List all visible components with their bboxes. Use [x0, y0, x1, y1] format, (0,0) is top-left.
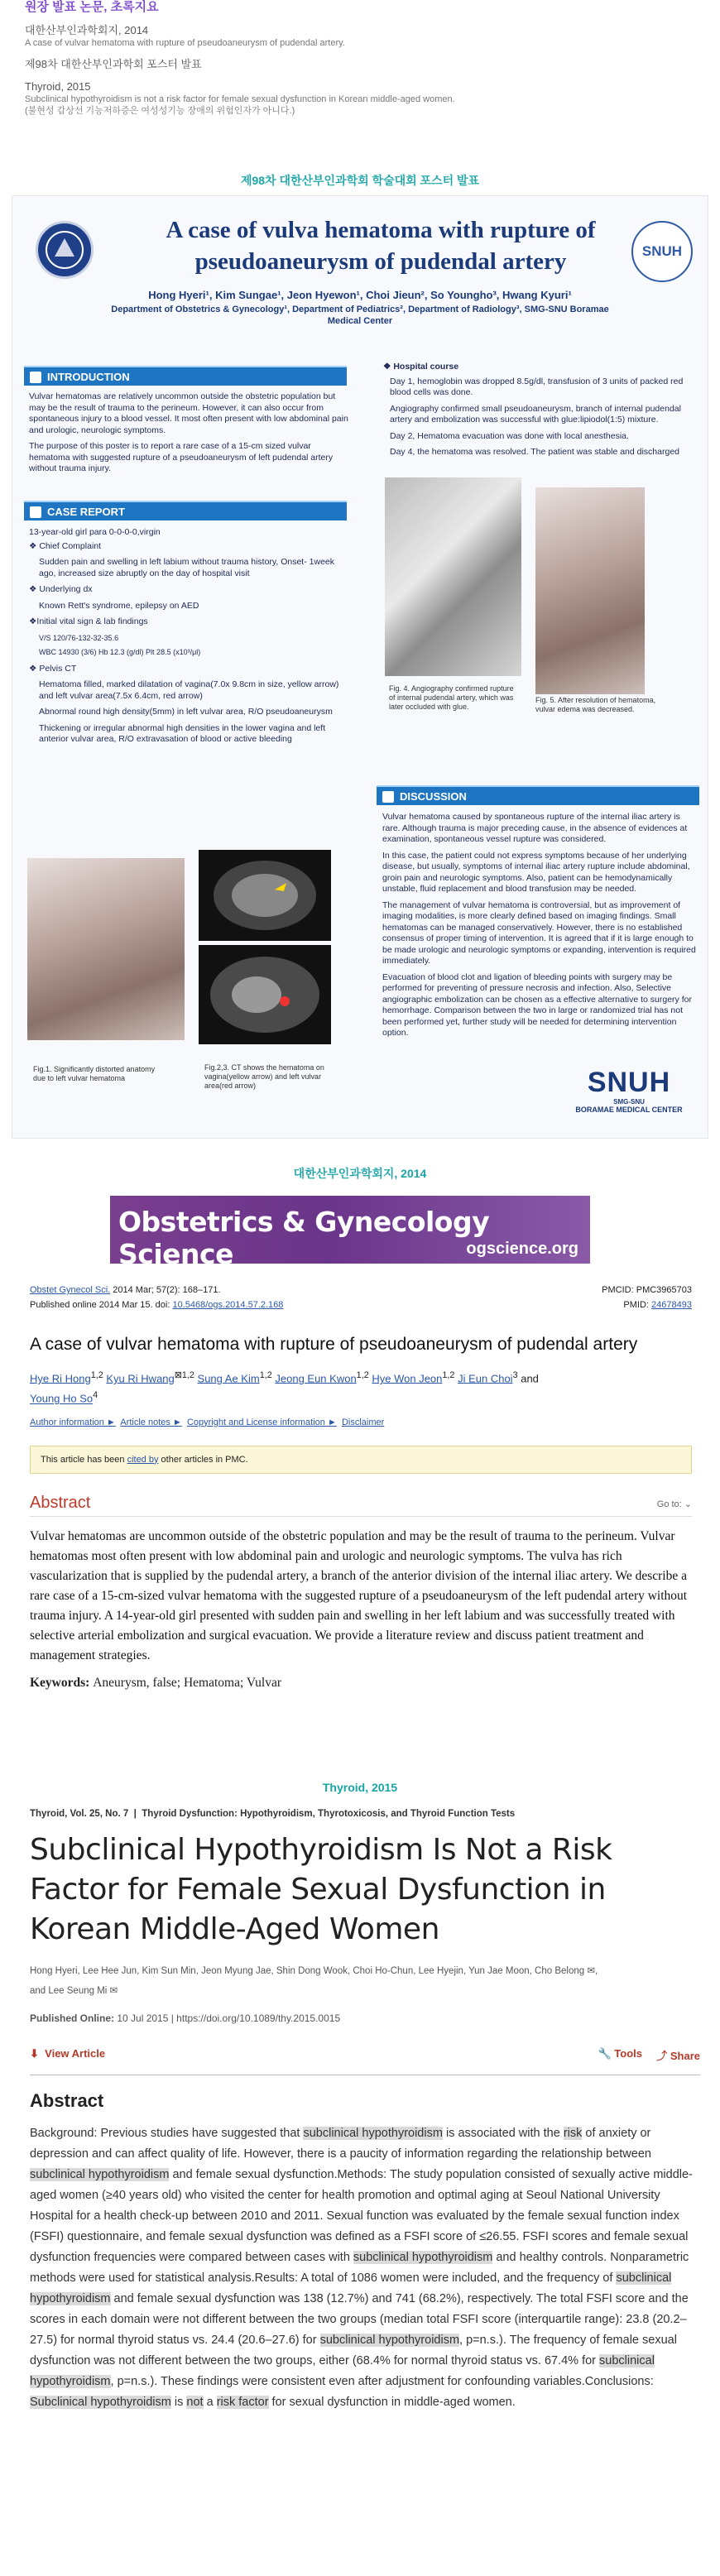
share-label: Share: [670, 2050, 700, 2062]
fig4-angiography-image: [385, 477, 521, 676]
doi-link[interactable]: 10.5468/ogs.2014.57.2.168: [172, 1300, 284, 1310]
discussion-paragraph: In this case, the patient could not express symptoms because of her underlying disease, but usually, symptoms of internal iliac artery rupture include abdominal, groin pain and neurologic symptoms. Also, patient can be hemodynamically unstable, fluid replacement and blood transfusion may be needed.: [382, 850, 690, 894]
highlighted-term: subclinical hypothyroidism: [30, 2271, 672, 2305]
fig23-caption: Fig.2,3. CT shows the hematoma on vagina(yellow arrow) and left vulvar area(red arrow): [204, 1063, 324, 1090]
course-line: Day 2, Hematoma evacuation was done with local anesthesia.: [390, 430, 629, 441]
thyroid-authors-end: and Lee Seung Mi: [30, 1986, 108, 1996]
thyroid-article: Thyroid, Vol. 25, No. 7 | Thyroid Dysfunction: Hypothyroidism, Thyrotoxicosis, and Thyroid Function Tests Subclinical Hypothyroidism Is Not a Risk Factor for Female Sexual Dysfunction in Korean Middle-Aged Women Hong Hyeri, Lee Hee Jun, Kim Sun Min, Jeon Myung Jae, Shin Dong Wook, Choi Ho-Chun, Lee Hyejin, Yun Jae Moon, Cho Belong ✉, and Lee Seung Mi ✉ Published Online: 10 Jul 2015 | https://doi.org/10.1089/thy.2015.0015 ⬇ View Article 🔧 Tools ⤴ Share Abstract Background: Previous studies have suggested that subclinical hypothyroidism is associated with the risk of anxiety or depression and can affect quality of life. However, there is a paucity of information regarding the relationship between subclinical hypothyroidism and female sexual dysfunction.Methods: The study population consisted of sexually active middle-aged women (≥40 years old) who visited the center for health promotion and optimal aging at Seoul National University Hospital for a health check-up between 2010 and 2011. Sexual function was evaluated by the female sexual function index (FSFI) questionnaire, and female sexual dysfunction was defined as a FSFI score of ≤26.55. FSFI scores and female sexual dysfunction frequencies were compared between cases with subclinical hypothyroidism and healthy controls. Nonparametric methods were used for statistical analysis.Results: A total of 1086 women were included, and the frequency of subclinical hypothyroidism and female sexual dysfunction was 138 (12.7%) and 741 (68.2%), respectively. The total FSFI score and the scores in each domain were not different between the two groups (median total FSFI score (interquartile range): 23.8 (20.2–27.5) for normal thyroid status vs. 24.4 (20.6–27.6) for subclinical hypothyroidism, p=n.s.). The frequency of female sexual dysfunction was not different between the two groups, either (68.4% for normal thyroid status vs. 67.4% for subclinical hypothyroidism, p=n.s.). These findings were consistent even after adjustment for confounding variables.Conclusions: Subclinical hypothyroidism is not a risk factor for sexual dysfunction in middle-aged women.: [30, 1809, 700, 2413]
fig4-caption: Fig. 4. Angiography confirmed rupture of internal pudendal artery, which was later occluded with glue.: [389, 684, 514, 711]
seal-emblem-icon: [38, 223, 91, 276]
cited-by-link[interactable]: cited by: [127, 1454, 159, 1465]
author-sup: 1,2: [356, 1370, 369, 1380]
ct-scan-icon: [199, 945, 331, 1044]
pmid-link[interactable]: 24678493: [651, 1300, 692, 1310]
author-sup: 1,2: [259, 1370, 272, 1380]
keywords: Aneurysm, false; Hematoma; Vulvar: [93, 1675, 281, 1690]
abstract-segment: of anxiety or depression and can affect quality of life. However, there is a paucity of information regarding the relationship between: [30, 2127, 651, 2161]
abstract-segment: is associated with the: [442, 2127, 564, 2140]
author-link[interactable]: Hye Ri Hong: [30, 1372, 91, 1385]
author-info-link[interactable]: Author information ►: [30, 1417, 116, 1427]
highlighted-term: Subclinical hypothyroidism: [30, 2396, 171, 2409]
author-sup: ⊠1,2: [174, 1370, 194, 1380]
citation-rest: 2014 Mar; 57(2): 168–171.: [110, 1285, 221, 1295]
goto-menu[interactable]: Go to: ⌄: [656, 1499, 692, 1509]
fig2-ct-image: [199, 850, 331, 941]
abstract-segment: and female sexual dysfunction was 138 (12.7%) and 741 (68.2%), respectively. The total FSFI score and the scores in each domain were not different between the two groups (median total FSFI score (interquartile range): 23.8 (20.2–27.5) for normal thyroid status vs. 24.4 (20.6–27.6) for: [30, 2292, 689, 2347]
highlighted-term: subclinical hypothyroidism: [303, 2127, 443, 2140]
abstract-segment: a: [203, 2396, 217, 2409]
disclaimer-link[interactable]: Disclaimer: [341, 1417, 385, 1427]
author-link[interactable]: Ji Eun Choi: [458, 1372, 513, 1385]
page-title: 원장 발표 논문, 초록지요: [25, 0, 159, 14]
abstract-heading-label: Abstract: [30, 1493, 91, 1512]
intro-paragraph: Vulvar hematomas are relatively uncommon outside the obstetric population but may be the result of trauma to the perineum. However, it can also occur from spontaneous injury to a blood vessel. It most often present with low abdominal pain and urologic, neurologic symptoms.: [29, 391, 348, 435]
page-header: [25, 0, 703, 117]
email-icon[interactable]: ✉,: [584, 1966, 598, 1976]
author-link[interactable]: Kyu Ri Hwang: [106, 1372, 175, 1385]
snuh-footer-logo: [559, 1067, 699, 1114]
case-line: 13-year-old girl para 0-0-0-0,virgin: [29, 527, 161, 537]
pmid-label: PMID:: [623, 1300, 652, 1310]
case-line: Sudden pain and swelling in left labium without trauma history, Onset- 1week ago, increased size abruptly on the day of hospital visit: [39, 557, 334, 578]
journal-banner: [110, 1196, 590, 1270]
snuh-sub2: BORAMAE MEDICAL CENTER: [575, 1106, 683, 1114]
abstract-segment: is: [170, 2396, 187, 2409]
case-report-label: CASE REPORT: [47, 506, 125, 518]
case-line: ❖ Pelvis CT: [29, 663, 77, 674]
snuh-sub1: SMG-SNU: [613, 1098, 645, 1106]
banner-url: ogscience.org: [466, 1240, 578, 1258]
highlighted-term: risk factor: [216, 2396, 269, 2409]
keywords-label: Keywords:: [30, 1675, 94, 1690]
tools-button[interactable]: [598, 2047, 642, 2060]
poster-authors: Hong Hyeri¹, Kim Sungae¹, Jeon Hyewon¹, Choi Jieun², So Youngho³, Hwang Kyuri¹: [148, 289, 572, 301]
case-report-header: [24, 501, 347, 520]
course-line: Day 4, the hematoma was resolved. The patient was stable and discharged: [390, 447, 680, 457]
ogs-article: [30, 1285, 692, 1691]
ogs-heading: 대한산부인과학회지, 2014: [293, 1167, 427, 1180]
abstract-segment: Background: Previous studies have suggested that: [30, 2127, 304, 2140]
discussion-paragraph: The management of vulvar hematoma is controversial, but as improvement of imaging modalities, is more clearly defined based on imaging findings. Small hematomas can be managed conservatively. However, there is no established consensus of proper timing of intervention. It is agreed that if it is large enough to be made urologic and neurologic symptoms or expanding, intervention is required immediately.: [382, 899, 696, 966]
case-report-text: [29, 527, 348, 746]
author-sup: 4: [93, 1390, 98, 1401]
author-link[interactable]: Jeong Eun Kwon: [275, 1372, 357, 1385]
snuh-wordmark: SNUH: [587, 1067, 671, 1098]
section-icon: [30, 372, 41, 383]
author-sup: 3: [512, 1370, 518, 1380]
author-link[interactable]: Young Ho So: [30, 1392, 94, 1405]
case-line: Known Rett's syndrome, epilepsy on AED: [39, 600, 199, 611]
pmcid: PMCID: PMC3965703: [602, 1285, 692, 1295]
university-seal-logo: [36, 221, 94, 279]
share-icon: ⤴: [656, 2050, 668, 2062]
ct-scan-icon: [199, 850, 331, 941]
hospital-course: [383, 362, 698, 463]
item-thyroid-sub-ko: (불현성 갑상선 기능저하증은 여성성기능 장애의 위험인자가 아니다.): [25, 106, 295, 116]
share-button[interactable]: [656, 2047, 700, 2063]
email-icon[interactable]: ✉: [107, 1986, 118, 1996]
poster: [12, 195, 708, 1139]
citation-link[interactable]: Obstet Gynecol Sci.: [30, 1285, 111, 1295]
download-icon: ⬇: [30, 2047, 39, 2060]
thyroid-authors: Hong Hyeri, Lee Hee Jun, Kim Sun Min, Jeon Myung Jae, Shin Dong Wook, Choi Ho-Chun, Lee Hyejin, Yun Jae Moon, Cho Belong: [30, 1966, 585, 1976]
author-sup: 1,2: [442, 1370, 455, 1380]
author-link[interactable]: Hye Won Jeon: [372, 1372, 443, 1385]
highlighted-term: subclinical hypothyroidism: [319, 2334, 460, 2347]
course-line: Day 1, hemoglobin was dropped 8.5g/dl, transfusion of 3 units of packed red blood cells was done.: [390, 376, 684, 397]
cited-post: other articles in PMC.: [158, 1454, 248, 1465]
cited-by-box: [30, 1446, 692, 1474]
snuh-logo: SNUH: [631, 221, 693, 282]
thyroid-title: Subclinical Hypothyroidism Is Not a Risk Factor for Female Sexual Dysfunction in Korean Middle-Aged Women: [30, 1833, 612, 1946]
item-thyroid-sub: Subclinical hypothyroidism is not a risk factor for female sexual dysfunction in Korean middle-aged women.: [25, 94, 455, 104]
item-poster-title: 제98차 대한산부인과학회 포스터 발표: [25, 58, 202, 70]
abstract-segment: , p=n.s.). The frequency of female sexual dysfunction was not different between the two groups, either (68.4% for normal thyroid status vs. 67.4% for: [30, 2334, 677, 2367]
intro-header: [24, 366, 347, 386]
fig5-caption: Fig. 5. After resolution of hematoma, vulvar edema was decreased.: [535, 696, 656, 713]
highlighted-term: subclinical hypothyroidism: [353, 2251, 493, 2264]
published-label: Published online 2014 Mar 15. doi:: [30, 1300, 173, 1310]
item-ogs-sub: A case of vulvar hematoma with rupture of pseudoaneurysm of pudendal artery.: [25, 38, 345, 48]
and-word: and: [521, 1372, 539, 1385]
case-line: V/S 120/76-132-32-35.6: [39, 633, 119, 642]
case-line: WBC 14930 (3/6) Hb 12.3 (g/dl) Plt 28.5 (x10³/μl): [39, 648, 201, 656]
highlighted-term: subclinical hypothyroidism: [30, 2168, 170, 2181]
author-link[interactable]: Sung Ae Kim: [197, 1372, 260, 1385]
published-date: 10 Jul 2015 | https://doi.org/10.1089/thy.2015.0015: [114, 2012, 341, 2024]
discussion-label: DISCUSSION: [400, 790, 467, 803]
abstract-segment: for sexual dysfunction in middle-aged women.: [268, 2396, 516, 2409]
thyroid-heading: Thyroid, 2015: [322, 1781, 398, 1794]
poster-title: A case of vulva hematoma with rupture of pseudoaneurysm of pudendal artery: [166, 217, 596, 275]
tools-label: Tools: [614, 2047, 642, 2060]
poster-heading: 제98차 대한산부인과학회 학술대회 포스터 발표: [240, 174, 480, 187]
discussion-header: [377, 785, 699, 805]
case-line: Hematoma filled, marked dilatation of vagina(7.0x 9.8cm in size, yellow arrow) and left vulvar area(7.5x 6.4cm, red arrow): [39, 679, 339, 701]
highlighted-term: subclinical hypothyroidism: [30, 2354, 655, 2388]
course-line: Angiography confirmed small pseudoaneurysm, branch of internal pudendal artery and embolization was successful with glue:lipiodol(1:5) mixture.: [390, 403, 681, 425]
abstract-heading: [30, 1494, 692, 1517]
article-notes-link[interactable]: Article notes ►: [120, 1417, 182, 1427]
case-line: ❖Initial vital sign & lab findings: [29, 616, 148, 626]
intro-paragraph: The purpose of this poster is to report a rare case of a 15-cm sized vulvar hematoma with suggested rupture of a pseudoaneurysm of left pudendal artery without trauma injury.: [29, 441, 334, 473]
discussion-paragraph: Evacuation of blood clot and ligation of bleeding points with surgery may be performed for preventing of pressure necrosis and infection. Also, Selective angiographic embolization can be chosen as a effective alternative to surgery for hemorrhage. Comparison between the two in large or randomized trial has not been performed yet, further study will be needed for determining intervention option.: [382, 971, 692, 1038]
article-links: [30, 1418, 692, 1427]
view-article-label: View Article: [45, 2047, 106, 2060]
section-icon: [30, 506, 41, 518]
abstract-segment: and female sexual dysfunction.Methods: The study population consisted of sexually active middle-aged women (≥40 years old) who visited the center for health promotion and optimal aging at Seoul National University Hospital for a health check-up between 2010 and 2011. Sexual function was evaluated by the female sexual function index (FSFI) questionnaire, and female sexual dysfunction was defined as a FSFI score of ≤26.55. FSFI scores and female sexual dysfunction frequencies were compared between cases with: [30, 2168, 693, 2264]
poster-departments: Department of Obstetrics & Gynecology¹, Department of Pediatrics², Department of Radiology³, SMG-SNU Boramae Medical Center: [111, 305, 609, 326]
fig1-caption: Fig.1. Significantly distorted anatomy due to left vulvar hematoma: [33, 1065, 156, 1082]
item-ogs-title: 대한산부인과학회지, 2014: [25, 24, 149, 36]
view-article-button[interactable]: [30, 2047, 105, 2060]
copyright-link[interactable]: Copyright and License information ►: [186, 1417, 337, 1427]
abstract-text: Vulvar hematomas are uncommon outside of the obstetric population and may be the result of trauma to the perineum. Vulvar hematomas most often present with low abdominal pain and urologic and neurologic symptoms. The vulva has rich vascularization that is supplied by the pudendal artery, a branch of the anterior division of the internal iliac artery. We describe a rare case of a 15-cm-sized vulvar hematoma with the suggested rupture of a pseudoaneurysm of the left pudendal artery without trauma injury. A 14-year-old girl presented with sudden pain and swelling in her left labium and was successfully treated with selective arterial embolization and surgical evacuation. We provide a literature review and discuss patient treatment and management strategies.: [30, 1528, 688, 1662]
journal-volume: Thyroid, Vol. 25, No. 7: [30, 1809, 129, 1819]
case-line: Thickening or irregular abnormal high densities in the lower vagina and left anterior vulvar area, R/O extravasation of blood or active bleeding: [39, 722, 326, 744]
highlighted-term: not: [186, 2396, 204, 2409]
article-section: Thyroid Dysfunction: Hypothyroidism, Thyrotoxicosis, and Thyroid Function Tests: [142, 1809, 516, 1819]
article-title: A case of vulvar hematoma with rupture of pseudoaneurysm of pudendal artery: [30, 1335, 638, 1354]
discussion-text: [382, 812, 697, 1044]
thyroid-abstract-text: [30, 2123, 700, 2413]
intro-header-label: INTRODUCTION: [47, 371, 130, 383]
thyroid-abstract-heading: Abstract: [30, 2090, 104, 2111]
case-line: ❖ Underlying dx: [29, 584, 93, 594]
case-line: ❖ Chief Complaint: [29, 540, 102, 551]
abstract-segment: and healthy controls. Nonparametric methods were used for statistical analysis.Results: A total of 1086 women were included, and the frequency of: [30, 2251, 689, 2285]
abstract-segment: , p=n.s.). These findings were consistent even after adjustment for confounding variables.Conclusions:: [110, 2375, 654, 2388]
wrench-icon: 🔧: [598, 2047, 612, 2060]
fig1-image: [27, 858, 185, 1040]
fig5-image: [535, 487, 645, 694]
course-head: ❖ Hospital course: [383, 362, 459, 372]
discussion-paragraph: Vulvar hematoma caused by spontaneous rupture of the internal iliac artery is rare. Although trauma is major preceding cause, in the absence of evidences at examination, spontaneous vessel rupture was considered.: [382, 812, 688, 844]
banner-title: Obstetrics & Gynecology Science: [118, 1206, 490, 1270]
cited-pre: This article has been: [41, 1454, 127, 1465]
case-line: Abnormal round high density(5mm) in left vulvar area, R/O pseudoaneurysm: [39, 707, 333, 717]
highlighted-term: risk: [563, 2127, 583, 2140]
item-thyroid-title: Thyroid, 2015: [25, 80, 91, 93]
author-sup: 1,2: [90, 1370, 103, 1380]
author-list: [30, 1367, 692, 1408]
intro-text: [29, 391, 348, 480]
section-icon: [382, 791, 394, 803]
fig3-ct-image: [199, 945, 331, 1044]
published-label: Published Online:: [30, 2012, 115, 2024]
